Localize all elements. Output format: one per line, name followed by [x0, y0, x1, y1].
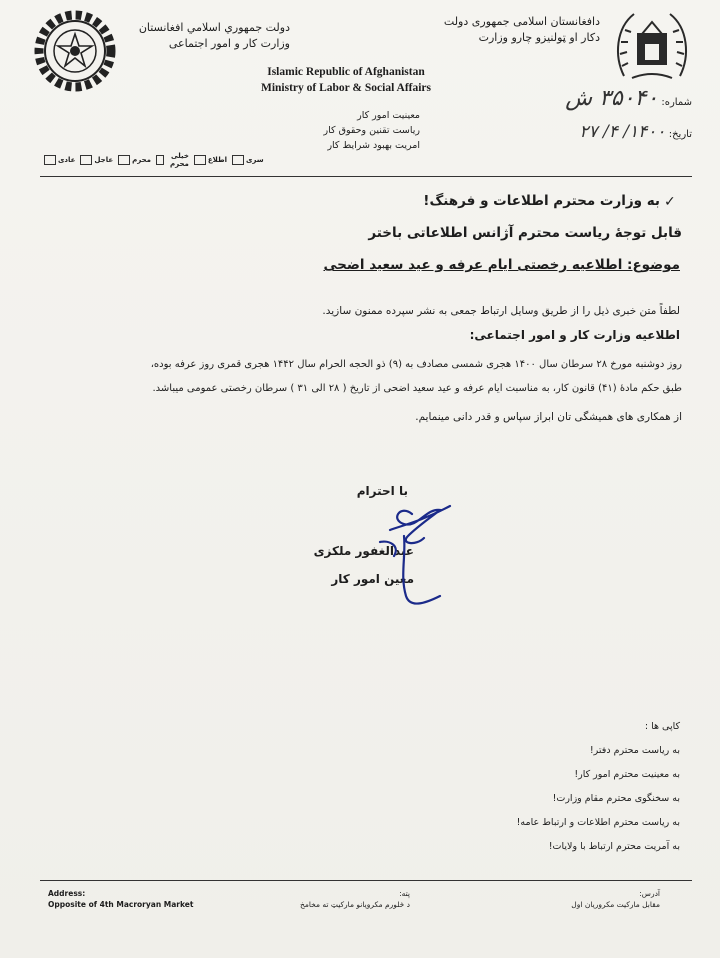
number-value: ۳۵۰۴۰ ش	[565, 86, 659, 111]
header-divider	[40, 176, 692, 177]
copy-item: به سخنگوی محترم مقام وزارت!	[552, 793, 680, 804]
letter-attention: قابل توجهٔ ریاست محترم آژانس اطلاعاتی باختر	[368, 225, 682, 241]
signer-title: معین امور کار	[331, 572, 414, 586]
date-label: تاریخ:	[668, 129, 692, 140]
national-emblem-icon	[612, 6, 692, 86]
notice-title: اطلاعیه وزارت کار و امور اجتماعی:	[469, 328, 680, 342]
header-right-line-1: دافغانستان اسلامی جمهوری دولت	[443, 15, 600, 28]
footer-english	[48, 888, 218, 910]
header-english-line-2: Ministry of Labor & Social Affairs	[260, 82, 432, 94]
number-label: شماره:	[661, 97, 692, 108]
letter-subject: موضوع: اطلاعیه رخصتی ایام عرفه و عید سعید اضحی	[323, 257, 680, 273]
copies-heading: کاپی ها :	[644, 721, 680, 732]
footer-en-value: Opposite of 4th Macroryan Market	[48, 900, 194, 909]
letter-intro: لطفاً متن خبری ذیل را از طریق وسایل ارتباط جمعی به نشر سپرده ممنون سازید.	[322, 305, 680, 317]
classification-checkboxes	[44, 152, 264, 168]
checkbox-normal[interactable]: عادی	[44, 155, 75, 165]
footer-divider	[40, 880, 692, 881]
footer-persian	[520, 888, 660, 910]
header-sub-line-2: ریاست تقنین وحقوق کار	[323, 125, 420, 136]
notice-body-line-3: از همکاری های همیشگی تان ابراز سپاس و قدر دانی مینمایم.	[415, 411, 682, 423]
letter-recipient: به وزارت محترم اطلاعات و فرهنگ!	[423, 193, 660, 209]
header-left-line-2: وزارت کار و امور اجتماعی	[168, 37, 290, 50]
notice-body-line-1: روز دوشنبه مورخ ۲۸ سرطان سال ۱۴۰۰ هجری شمسی مصادف به (۹) ذو الحجه الحرام سال ۱۴۴۲ هجری قمری روز عرفه بوده،	[150, 359, 682, 370]
checkbox-info[interactable]: اطلاع	[194, 155, 227, 165]
header-english-line-1: Islamic Republic of Afghanistan	[267, 66, 425, 78]
footer-ps-value: د څلورم مکرویانو مارکیټ ته مخامخ	[299, 900, 410, 909]
copy-item: به ریاست محترم دفتر!	[589, 745, 680, 756]
header-sub-line-3: امریت بهبود شرایط کار	[327, 140, 420, 151]
header-left-line-1: دولت جمهوري اسلامي افغانستان	[138, 21, 290, 34]
checkmark-icon: ✓	[664, 194, 676, 210]
header-right-line-2: دکار او ټولنیزو چارو وزارت	[478, 31, 600, 44]
copy-item: به معینیت محترم امور کار!	[574, 769, 680, 780]
signer-name: عبدالغفور ملکزی	[313, 544, 414, 558]
checkbox-very-confidential[interactable]: خیلی محرم	[156, 152, 189, 168]
copy-item: به آمریت محترم ارتباط با ولایات!	[548, 841, 680, 852]
footer-en-label: Address:	[48, 889, 86, 898]
footer-fa-label: آدرس:	[639, 889, 660, 898]
copy-item: به ریاست محترم اطلاعات و ارتباط عامه!	[516, 817, 680, 828]
reference-date	[520, 122, 692, 142]
header-sub-line-1: معینیت امور کار	[357, 110, 420, 121]
notice-body-line-2: طبق حکم مادهٔ (۴۱) قانون کار، به مناسبت ایام عرفه و عید سعید اضحی از تاریخ ( ۲۸ الی ۳۱ ) سرطان رخصتی عمومی میباشد.	[152, 383, 682, 394]
date-value: ۱۴۰۰/ ۴/ ۲۷	[579, 122, 666, 142]
checkbox-urgent[interactable]: عاجل	[80, 155, 113, 165]
footer-pashto	[240, 888, 410, 910]
handwritten-signature-icon	[360, 496, 470, 618]
footer-fa-value: مقابل مارکیت مکروریان اول	[571, 900, 660, 909]
closing-text: با احترام	[356, 484, 408, 498]
checkbox-secret[interactable]: سری	[232, 155, 264, 165]
footer-ps-label: پته:	[399, 889, 410, 898]
reference-number	[500, 86, 692, 111]
ministry-gear-logo-icon	[32, 8, 118, 94]
checkbox-confidential[interactable]: محرم	[118, 155, 151, 165]
